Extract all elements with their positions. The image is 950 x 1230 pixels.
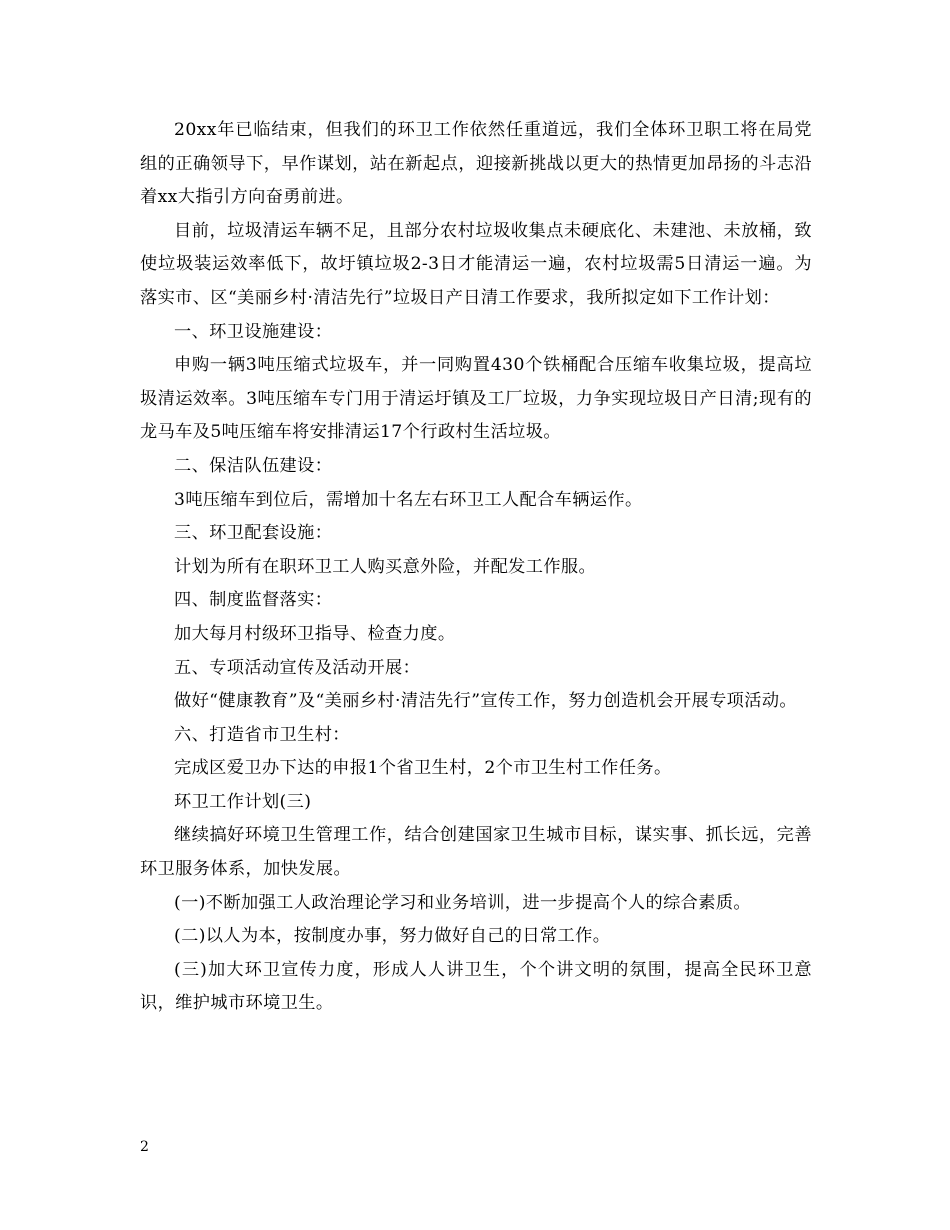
section-heading-campaigns: 五、专项活动宣传及活动开展：: [174, 657, 421, 678]
plan-three-title: 环卫工作计划(三): [174, 791, 312, 812]
paragraph-facilities: 申购一辆3吨压缩式垃圾车，并一同购置430个铁桶配合压缩车收集垃圾，提高垃圾清运效率。3吨压缩车专门用于清运圩镇及工厂垃圾，力争实现垃圾日产日清;现有的龙马车及5吨压缩车将安排清运17个行政村生活垃圾。: [140, 355, 812, 443]
paragraph-plan-three-overview: 继续搞好环境卫生管理工作，结合创建国家卫生城市目标，谋实事、抓长远，完善环卫服务体系，加快发展。: [140, 825, 812, 880]
paragraph-support-facilities: 计划为所有在职环卫工人购买意外险，并配发工作服。: [174, 556, 597, 577]
list-item-three: (三)加大环卫宣传力度，形成人人讲卫生，个个讲文明的氛围，提高全民环卫意识，维护城市环境卫生。: [140, 959, 812, 1014]
list-item-one: (一)不断加强工人政治理论学习和业务培训，进一步提高个人的综合素质。: [174, 892, 752, 913]
paragraph-cleaning-team: 3吨压缩车到位后，需增加十名左右环卫工人配合车辆运作。: [174, 489, 643, 510]
section-heading-supervision: 四、制度监督落实：: [174, 590, 333, 611]
section-heading-facilities: 一、环卫设施建设：: [174, 321, 333, 342]
paragraph-health-village: 完成区爱卫办下达的申报1个省卫生村，2个市卫生村工作任务。: [174, 758, 672, 779]
paragraph-intro: 20xx年已临结束，但我们的环卫工作依然任重道远，我们全体环卫职工将在局党组的正确领导下，早作谋划，站在新起点，迎接新挑战以更大的热情更加昂扬的斗志沿着xx大指引方向奋勇前进。: [140, 120, 812, 208]
page-number: 2: [140, 1139, 149, 1155]
paragraph-campaigns: 做好“健康教育”及“美丽乡村·清洁先行”宣传工作，努力创造机会开展专项活动。: [174, 691, 798, 712]
section-heading-support-facilities: 三、环卫配套设施：: [174, 523, 333, 544]
list-item-two: (二)以人为本，按制度办事，努力做好自己的日常工作。: [174, 926, 611, 947]
document-body: [140, 114, 812, 1021]
section-heading-health-village: 六、打造省市卫生村：: [174, 724, 350, 745]
section-heading-cleaning-team: 二、保洁队伍建设：: [174, 455, 333, 476]
paragraph-current-situation: 目前，垃圾清运车辆不足，且部分农村垃圾收集点未硬底化、未建池、未放桶，致使垃圾装运效率低下，故圩镇垃圾2-3日才能清运一遍，农村垃圾需5日清运一遍。为落实市、区“美丽乡村·清洁先行”垃圾日产日清工作要求，我所拟定如下工作计划：: [140, 220, 812, 308]
paragraph-supervision: 加大每月村级环卫指导、检查力度。: [174, 623, 456, 644]
